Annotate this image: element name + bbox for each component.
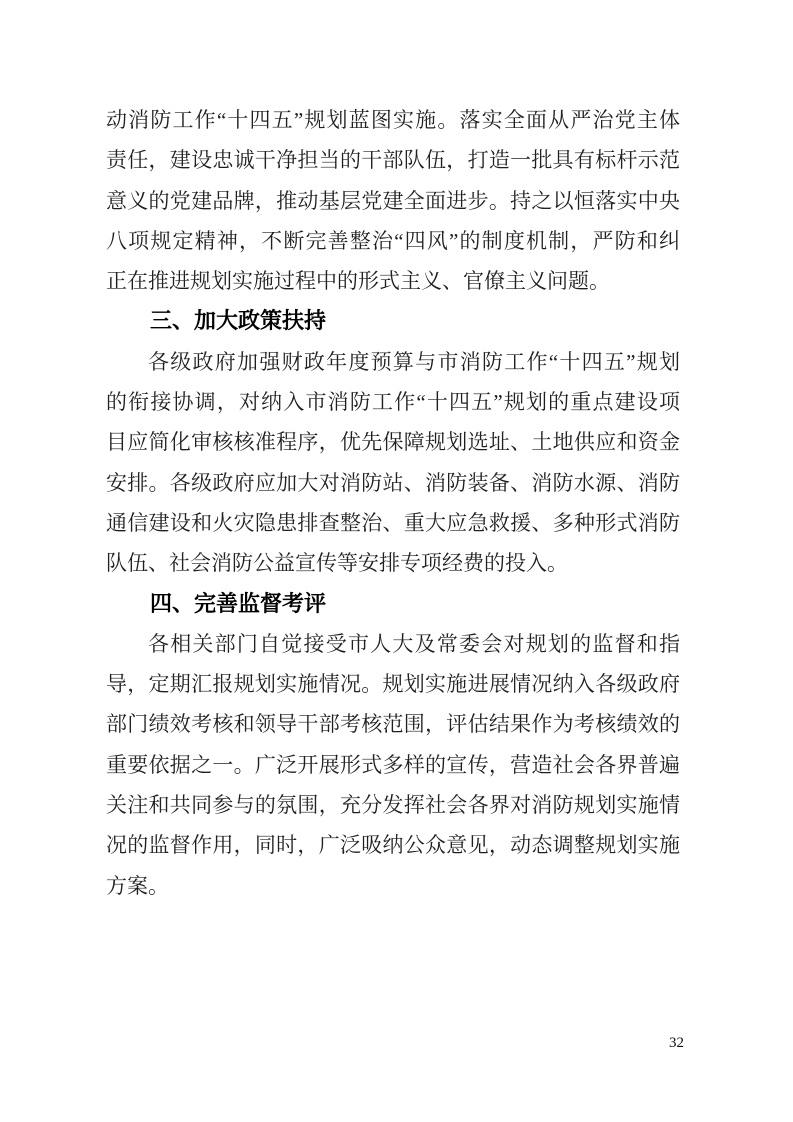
body-line: 通信建设和火灾隐患排查整治、重大应急救援、多种形式消防 <box>106 510 680 535</box>
body-line: 各级政府加强财政年度预算与市消防工作“十四五”规划 <box>148 349 680 374</box>
body-line: 八项规定精神，不断完善整治“四风”的制度机制，严防和纠 <box>106 228 680 253</box>
body-line: 况的监督作用，同时，广泛吸纳公众意见，动态调整规划实施 <box>106 833 680 858</box>
body-line: 导，定期汇报规划实施情况。规划实施进展情况纳入各级政府 <box>106 672 680 697</box>
body-line: 目应简化审核核准程序，优先保障规划选址、土地供应和资金 <box>106 430 680 455</box>
document-body <box>106 100 680 906</box>
body-line: 各相关部门自觉接受市人大及常委会对规划的监督和指 <box>148 631 680 656</box>
section-heading: 三、加大政策扶持 <box>150 308 327 334</box>
body-line: 方案。 <box>106 873 169 898</box>
body-line: 重要依据之一。广泛开展形式多样的宣传，营造社会各界普遍 <box>106 752 680 777</box>
body-line: 队伍、社会消防公益宣传等安排专项经费的投入。 <box>106 551 568 576</box>
body-line: 安排。各级政府应加大对消防站、消防装备、消防水源、消防 <box>106 470 680 495</box>
body-line: 正在推进规划实施过程中的形式主义、官僚主义问题。 <box>106 269 610 294</box>
body-line: 关注和共同参与的氛围，充分发挥社会各界对消防规划实施情 <box>106 793 680 818</box>
section-heading: 四、完善监督考评 <box>150 590 327 616</box>
body-line: 意义的党建品牌，推动基层党建全面进步。持之以恒落实中央 <box>106 188 680 213</box>
body-line: 动消防工作“十四五”规划蓝图实施。落实全面从严治党主体 <box>106 108 680 132</box>
page-number: 32 <box>669 1035 684 1051</box>
body-line: 的衔接协调，对纳入市消防工作“十四五”规划的重点建设项 <box>106 390 680 415</box>
body-line: 责任，建设忠诚干净担当的干部队伍，打造一批具有标杆示范 <box>106 148 680 173</box>
body-line: 部门绩效考核和领导干部考核范围，评估结果作为考核绩效的 <box>106 712 680 737</box>
